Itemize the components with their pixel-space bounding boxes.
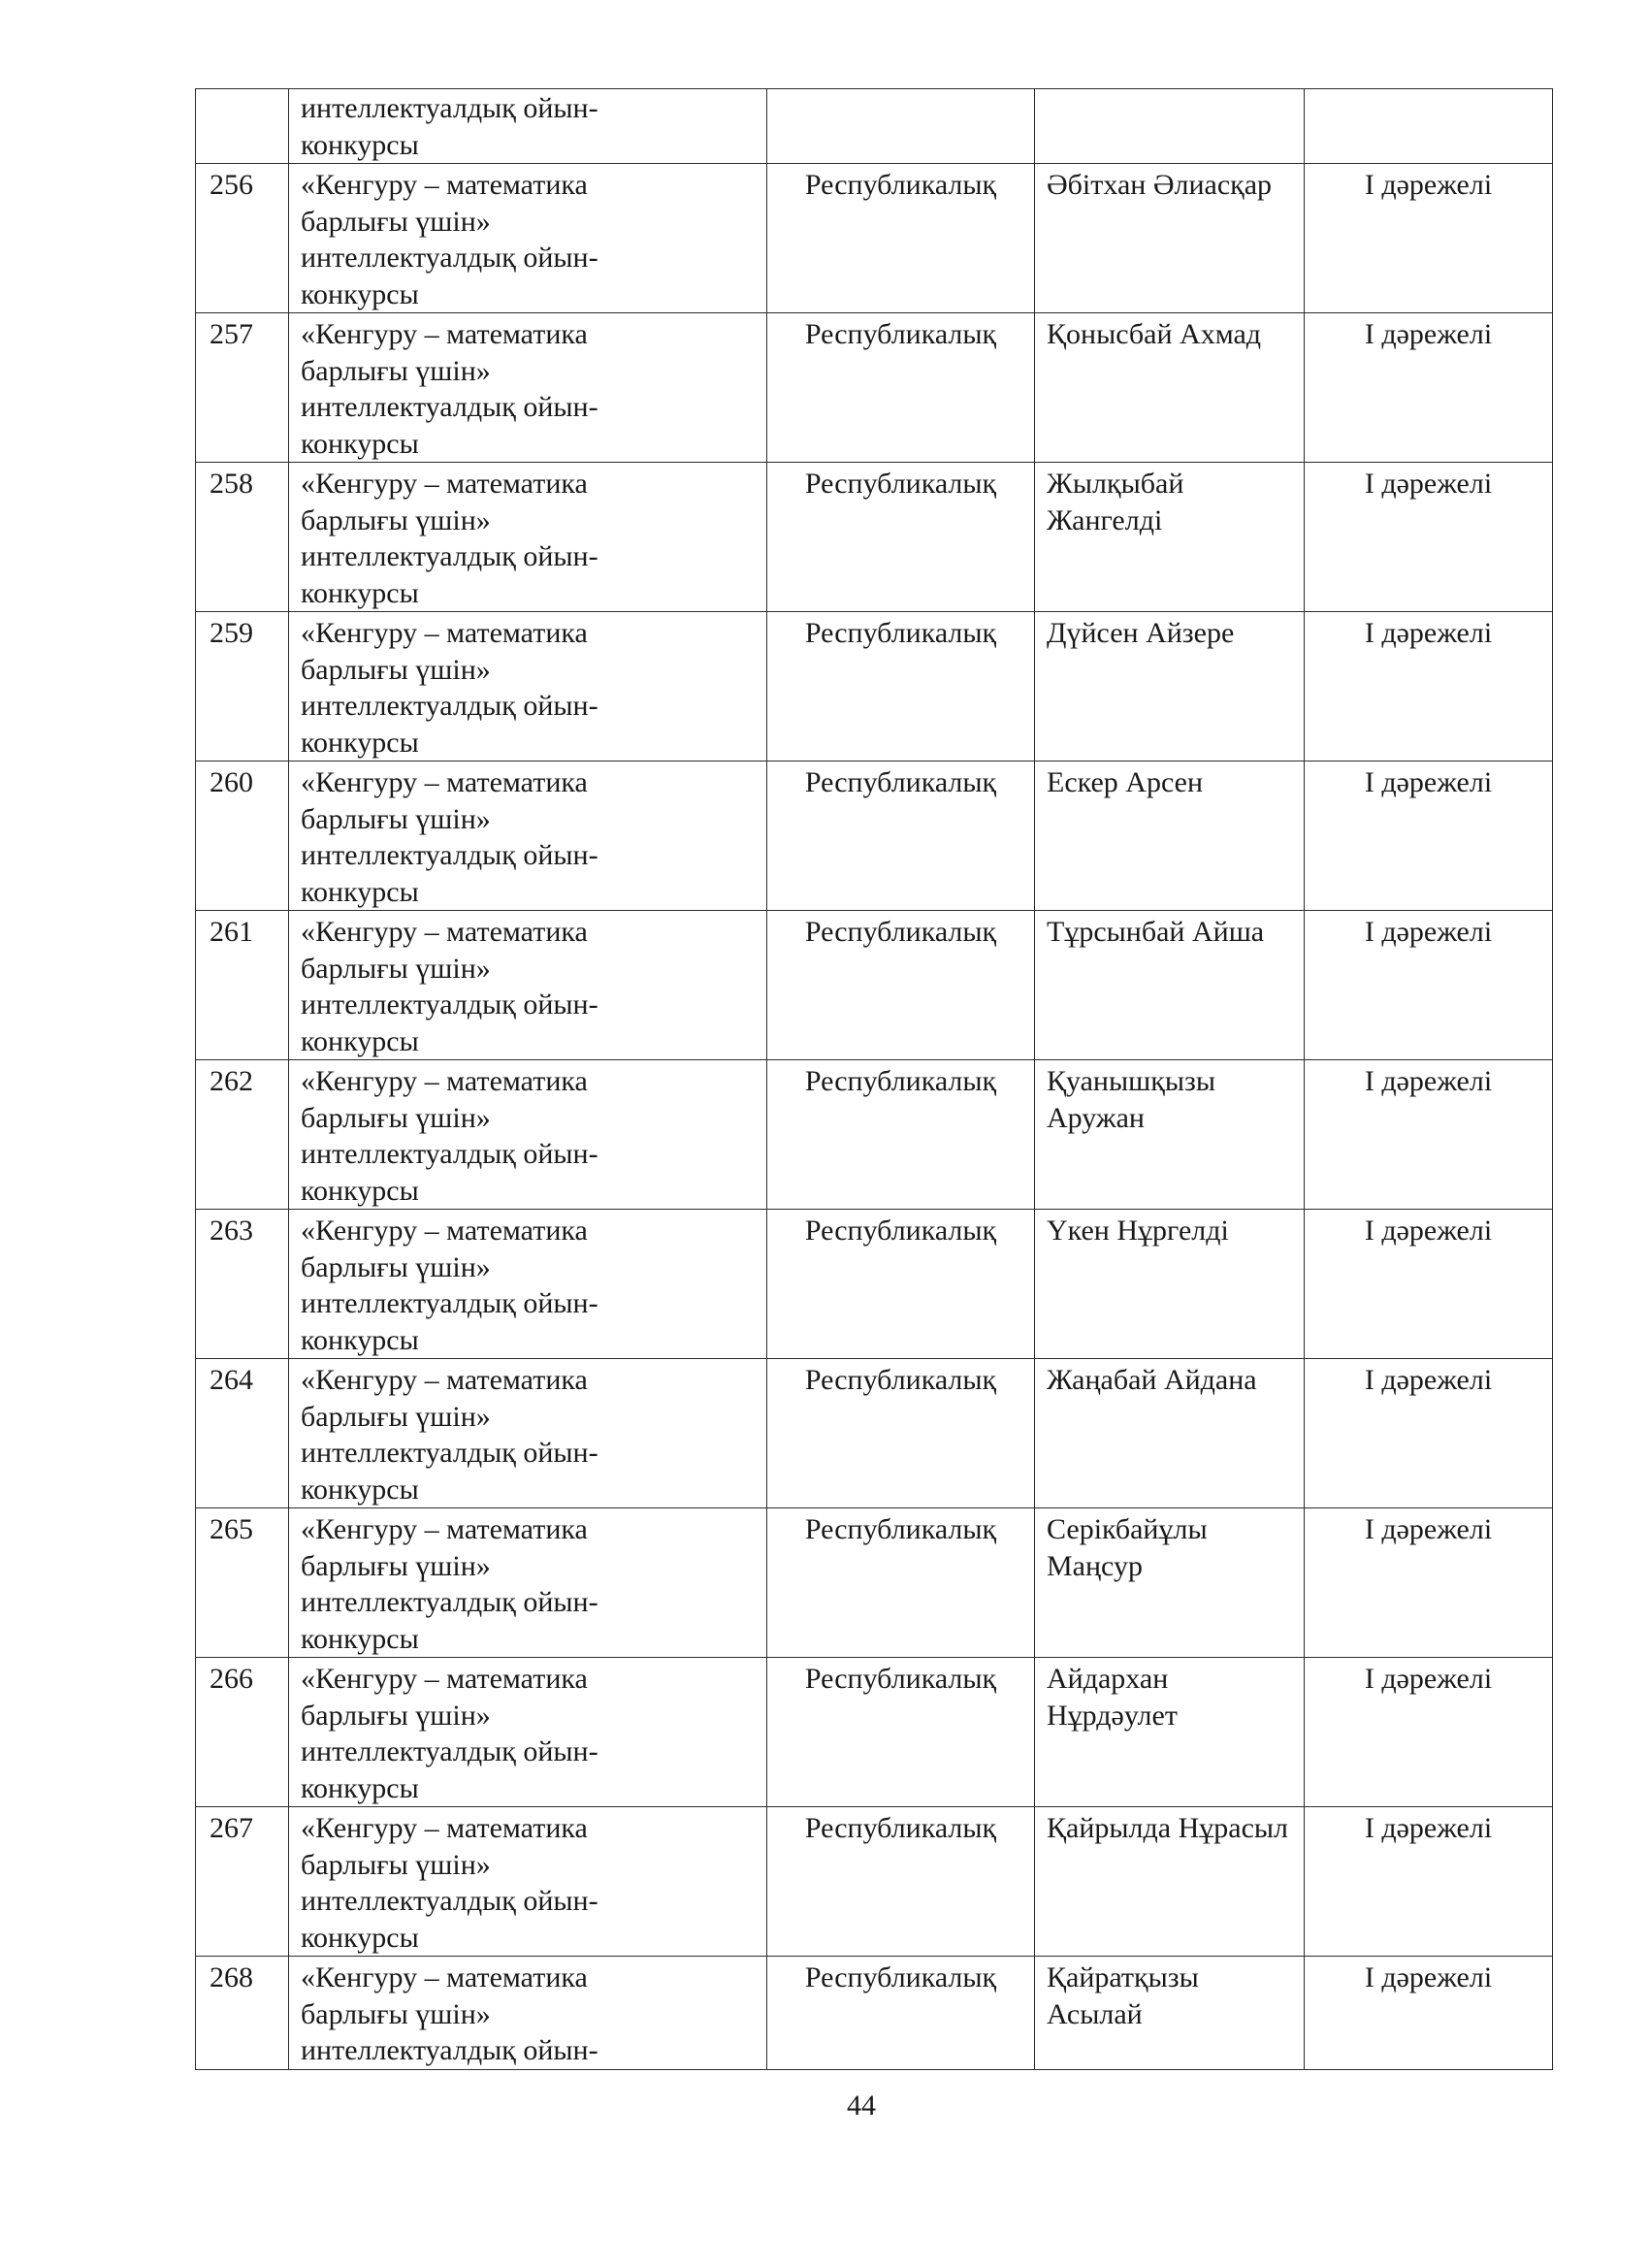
number-cell	[196, 89, 289, 164]
competition-line: «Кенгуру – математика	[301, 1513, 588, 1545]
degree-cell: І дәрежелі	[1305, 1210, 1553, 1359]
competition-line: интеллектуалдық ойын-	[301, 242, 598, 274]
awards-table	[195, 88, 1553, 2070]
competition-cell	[289, 1807, 767, 1957]
participant-name: Қонысбай Ахмад	[1035, 313, 1305, 463]
competition-line: барлығы үшін»	[301, 952, 491, 985]
level-cell: Республикалық	[767, 761, 1035, 911]
competition-line: интеллектуалдық ойын-	[301, 1586, 598, 1618]
row-number: 263	[196, 1210, 289, 1359]
participant-name: Қуанышқызы Аружан	[1035, 1060, 1305, 1210]
degree-cell: І дәрежелі	[1305, 1060, 1553, 1210]
table-row	[196, 1508, 1553, 1658]
competition-line: барлығы үшін»	[301, 205, 491, 238]
degree-cell: І дәрежелі	[1305, 164, 1553, 313]
competition-line: барлығы үшін»	[301, 1848, 491, 1881]
competition-line: конкурсы	[301, 1174, 419, 1207]
competition-cell	[289, 911, 767, 1060]
competition-line: барлығы үшін»	[301, 503, 491, 536]
table-row	[196, 1957, 1553, 2070]
level-cell: Республикалық	[767, 313, 1035, 463]
competition-line: конкурсы	[301, 1921, 419, 1954]
competition-cell	[289, 164, 767, 313]
level-cell: Республикалық	[767, 463, 1035, 612]
row-number: 261	[196, 911, 289, 1060]
competition-line: конкурсы	[301, 1771, 419, 1804]
level-cell: Республикалық	[767, 1359, 1035, 1508]
row-number: 268	[196, 1957, 289, 2070]
competition-cell	[289, 612, 767, 761]
table-body	[196, 89, 1553, 2070]
competition-line: «Кенгуру – математика	[301, 1364, 588, 1396]
competition-line: интеллектуалдық ойын-	[301, 540, 598, 572]
participant-name: Қайратқызы Асылай	[1035, 1957, 1305, 2070]
competition-line: интеллектуалдық ойын-	[301, 1138, 598, 1170]
competition-line: «Кенгуру – математика	[301, 468, 588, 500]
degree-cell: І дәрежелі	[1305, 1807, 1553, 1957]
competition-line: интеллектуалдық ойын-	[301, 391, 598, 423]
participant-name: Үкен Нұргелді	[1035, 1210, 1305, 1359]
competition-line: барлығы үшін»	[301, 802, 491, 835]
degree-cell	[1305, 89, 1553, 164]
competition-line: барлығы үшін»	[301, 354, 491, 387]
competition-line: барлығы үшін»	[301, 1101, 491, 1134]
competition-line: барлығы үшін»	[301, 1400, 491, 1433]
competition-cell	[289, 761, 767, 911]
row-number: 265	[196, 1508, 289, 1658]
competition-cell	[289, 1359, 767, 1508]
degree-cell: І дәрежелі	[1305, 1359, 1553, 1508]
competition-line: интеллектуалдық ойын-	[301, 690, 598, 722]
competition-line: конкурсы	[301, 1622, 419, 1655]
competition-cell	[289, 1658, 767, 1807]
participant-name: Айдархан Нұрдәулет	[1035, 1658, 1305, 1807]
table-row	[196, 911, 1553, 1060]
competition-cell	[289, 1957, 767, 2070]
table-row	[196, 313, 1553, 463]
degree-cell: І дәрежелі	[1305, 463, 1553, 612]
competition-line: конкурсы	[301, 128, 419, 161]
row-number: 256	[196, 164, 289, 313]
competition-line: конкурсы	[301, 875, 419, 908]
table-row	[196, 463, 1553, 612]
degree-cell: І дәрежелі	[1305, 911, 1553, 1060]
competition-line: барлығы үшін»	[301, 1997, 491, 2030]
row-number: 259	[196, 612, 289, 761]
table-row	[196, 164, 1553, 313]
competition-cell	[289, 313, 767, 463]
competition-cell	[289, 1060, 767, 1210]
table-row	[196, 1658, 1553, 1807]
row-number: 266	[196, 1658, 289, 1807]
competition-line: интеллектуалдық ойын-	[301, 2034, 598, 2066]
competition-line: «Кенгуру – математика	[301, 1663, 588, 1695]
competition-cell	[289, 1210, 767, 1359]
competition-line: «Кенгуру – математика	[301, 916, 588, 948]
competition-line: «Кенгуру – математика	[301, 1812, 588, 1844]
competition-line: интеллектуалдық ойын-	[301, 988, 598, 1021]
page-number: 44	[847, 2090, 876, 2122]
row-number: 264	[196, 1359, 289, 1508]
competition-line: конкурсы	[301, 277, 419, 310]
table-row	[196, 1210, 1553, 1359]
competition-line: конкурсы	[301, 1323, 419, 1356]
participant-cell	[1035, 89, 1305, 164]
degree-cell: І дәрежелі	[1305, 1658, 1553, 1807]
competition-line: конкурсы	[301, 427, 419, 460]
level-cell: Республикалық	[767, 612, 1035, 761]
level-cell: Республикалық	[767, 1060, 1035, 1210]
competition-cell	[289, 463, 767, 612]
degree-cell: І дәрежелі	[1305, 313, 1553, 463]
table-row	[196, 1060, 1553, 1210]
participant-name: Әбітхан Әлиасқар	[1035, 164, 1305, 313]
participant-name: Тұрсынбай Айша	[1035, 911, 1305, 1060]
competition-line: интеллектуалдық ойын-	[301, 1735, 598, 1767]
participant-name: Жылқыбай Жангелді	[1035, 463, 1305, 612]
competition-line: «Кенгуру – математика	[301, 169, 588, 201]
competition-line: интеллектуалдық ойын-	[301, 839, 598, 871]
degree-cell: І дәрежелі	[1305, 1508, 1553, 1658]
degree-cell: І дәрежелі	[1305, 761, 1553, 911]
competition-line: интеллектуалдық ойын-	[301, 1437, 598, 1469]
level-cell: Республикалық	[767, 1658, 1035, 1807]
participant-name: Дүйсен Айзере	[1035, 612, 1305, 761]
level-cell: Республикалық	[767, 1957, 1035, 2070]
level-cell: Республикалық	[767, 911, 1035, 1060]
competition-line: «Кенгуру – математика	[301, 1215, 588, 1247]
competition-line: интеллектуалдық ойын-	[301, 1287, 598, 1319]
row-number: 262	[196, 1060, 289, 1210]
competition-line: «Кенгуру – математика	[301, 318, 588, 350]
table-row-continued	[196, 89, 1553, 164]
competition-line: интеллектуалдық ойын-	[301, 92, 598, 124]
table-row	[196, 761, 1553, 911]
participant-name: Ескер Арсен	[1035, 761, 1305, 911]
row-number: 267	[196, 1807, 289, 1957]
competition-line: барлығы үшін»	[301, 1250, 491, 1283]
competition-line: конкурсы	[301, 1024, 419, 1057]
participant-name: Қайрылда Нұрасыл	[1035, 1807, 1305, 1957]
row-number: 260	[196, 761, 289, 911]
competition-line: конкурсы	[301, 726, 419, 759]
competition-line: «Кенгуру – математика	[301, 1961, 588, 1993]
competition-cell	[289, 1508, 767, 1658]
table-row	[196, 1359, 1553, 1508]
level-cell: Республикалық	[767, 1807, 1035, 1957]
competition-line: барлығы үшін»	[301, 1699, 491, 1732]
row-number: 258	[196, 463, 289, 612]
competition-line: интеллектуалдық ойын-	[301, 1885, 598, 1917]
degree-cell: І дәрежелі	[1305, 612, 1553, 761]
table-row	[196, 1807, 1553, 1957]
level-cell	[767, 89, 1035, 164]
competition-line: барлығы үшін»	[301, 653, 491, 686]
competition-line: «Кенгуру – математика	[301, 1065, 588, 1097]
competition-cell	[289, 89, 767, 164]
competition-line: конкурсы	[301, 1473, 419, 1506]
row-number: 257	[196, 313, 289, 463]
level-cell: Республикалық	[767, 1508, 1035, 1658]
competition-line: «Кенгуру – математика	[301, 617, 588, 649]
competition-line: барлығы үшін»	[301, 1549, 491, 1582]
participant-name: Серікбайұлы Маңсур	[1035, 1508, 1305, 1658]
competition-line: конкурсы	[301, 576, 419, 609]
degree-cell: І дәрежелі	[1305, 1957, 1553, 2070]
level-cell: Республикалық	[767, 1210, 1035, 1359]
participant-name: Жаңабай Айдана	[1035, 1359, 1305, 1508]
level-cell: Республикалық	[767, 164, 1035, 313]
table-row	[196, 612, 1553, 761]
competition-line: «Кенгуру – математика	[301, 766, 588, 798]
